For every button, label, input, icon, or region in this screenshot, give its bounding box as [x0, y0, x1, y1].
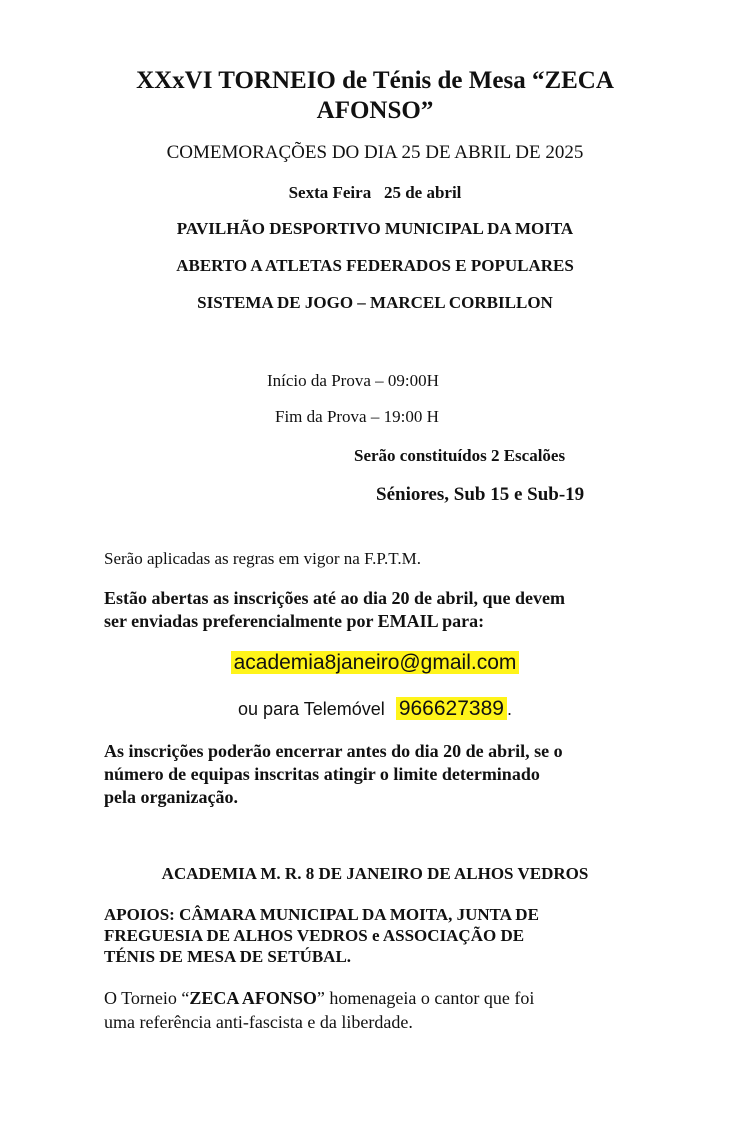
phone-suffix: .: [506, 699, 512, 719]
venue: PAVILHÃO DESPORTIVO MUNICIPAL DA MOITA: [176, 219, 574, 238]
supporters-line-2: FREGUESIA DE ALHOS VEDROS e ASSOCIAÇÃO DE: [104, 926, 525, 945]
registration-line-1: Estão abertas as inscrições até ao dia 20 de abril, que devem: [104, 588, 565, 608]
tournament-title: [0, 66, 750, 126]
levels-list: Séniores, Sub 15 e Sub-19: [376, 484, 585, 505]
tribute-name: ZECA AFONSO: [189, 988, 317, 1008]
tribute-suffix: ” homenageia o cantor que foi: [316, 988, 535, 1008]
game-system: SISTEMA DE JOGO – MARCEL CORBILLON: [197, 293, 553, 312]
closing-line-2: número de equipas inscritas atingir o limite determinado: [104, 764, 540, 784]
end-time: Fim da Prova – 19:00 H: [275, 407, 439, 426]
title-line-1: XXxVI TORNEIO de Ténis de Mesa “ZECA: [136, 67, 614, 94]
supporters-line-3: TÉNIS DE MESA DE SETÚBAL.: [104, 947, 352, 966]
tribute-line-1: [104, 986, 664, 1010]
email-row: [0, 651, 750, 675]
date-line: Sexta Feira 25 de abril: [288, 183, 462, 202]
supporters-line-1: APOIOS: CÂMARA MUNICIPAL DA MOITA, JUNTA DE: [104, 905, 539, 924]
start-time: Início da Prova – 09:00H: [267, 371, 439, 390]
phone-number[interactable]: 966627389: [396, 697, 507, 720]
phone-prefix: ou para Telemóvel: [238, 699, 385, 719]
registration-note: [104, 587, 664, 633]
supporters: [104, 904, 664, 967]
subtitle: COMEMORAÇÕES DO DIA 25 DE ABRIL DE 2025: [166, 142, 584, 163]
eligibility: ABERTO A ATLETAS FEDERADOS E POPULARES: [176, 256, 574, 275]
email-address[interactable]: academia8janeiro@gmail.com: [231, 651, 520, 674]
closing-note: [104, 740, 664, 809]
tribute-prefix: O Torneio “: [104, 988, 190, 1008]
levels-heading: Serão constituídos 2 Escalões: [354, 446, 566, 465]
title-line-2: AFONSO”: [316, 97, 434, 124]
closing-line-1: As inscrições poderão encerrar antes do dia 20 de abril, se o: [104, 741, 563, 761]
organizer: ACADEMIA M. R. 8 DE JANEIRO DE ALHOS VEDROS: [161, 864, 589, 883]
tribute-line-2: uma referência anti-fascista e da liberdade.: [104, 1012, 413, 1032]
tribute: [104, 986, 664, 1034]
rules-note: Serão aplicadas as regras em vigor na F.P.T.M.: [104, 549, 421, 568]
closing-line-3: pela organização.: [104, 787, 238, 807]
registration-line-2: ser enviadas preferencialmente por EMAIL para:: [104, 611, 485, 631]
phone-row: [0, 697, 750, 721]
